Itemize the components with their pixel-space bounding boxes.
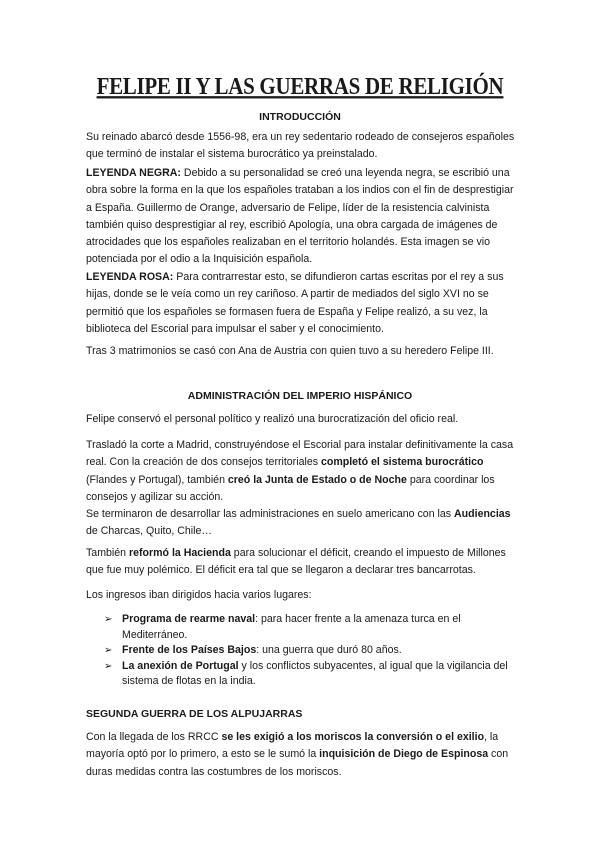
admin-p2-bold-d: creó la Junta de Estado o de Noche — [227, 473, 407, 486]
admin-p3-text-a: Se terminaron de desarrollar las administraciones en suelo americano con las — [86, 508, 455, 520]
arrow-bullet-icon: ➢ — [104, 660, 113, 672]
admin-paragraph-5: Los ingresos iban dirigidos hacia varios lugares: — [86, 589, 312, 601]
bullet-bold: Frente de los Países Bajos — [122, 644, 257, 656]
alp-bold-d: inquisición de Diego de Espinosa — [319, 748, 489, 761]
alp-text-e: con duras medidas contra las costumbres de los moriscos. — [86, 748, 509, 778]
document-title: FELIPE II Y LAS GUERRAS DE RELIGIÓN — [96, 72, 504, 100]
intro-paragraph-4: Tras 3 matrimonios se casó con Ana de Austria con quien tuvo a su heredero Felipe III. — [86, 345, 494, 357]
section-heading-alpujarras: SEGUNDA GUERRA DE LOS ALPUJARRAS — [86, 708, 303, 720]
intro-paragraph-leyenda-negra — [86, 165, 518, 269]
intro-paragraph-leyenda-rosa — [86, 269, 518, 338]
admin-p4-text-a: También — [86, 547, 129, 559]
admin-p2-text-c: (Flandes y Portugal), también — [86, 473, 228, 486]
bullet-text: : para hacer frente a la amenaza turca en el Mediterráneo. — [122, 613, 461, 641]
bullet-text: y los conflictos subyacentes, al igual que la vigilancia del sistema de flotas en la india. — [122, 659, 508, 687]
leyenda-negra-label: LEYENDA NEGRA: — [86, 167, 181, 179]
bullet-bold: La anexión de Portugal — [122, 659, 239, 672]
bullet-text: : una guerra que duró 80 años. — [256, 644, 402, 656]
ingresos-bullet-list — [104, 612, 524, 690]
admin-p4-bold-b: reformó la Hacienda — [129, 547, 231, 559]
alp-bold-b: se les exigió a los moriscos la conversión o el exilio — [221, 731, 485, 743]
arrow-bullet-icon: ➢ — [104, 645, 113, 656]
intro-paragraph-1: Su reinado abarcó desde 1556-98, era un rey sedentario rodeado de consejeros españoles que terminó de instalar el sistema burocrático ya preinstalado. — [86, 131, 515, 161]
admin-p3-text-c: de Charcas, Quito, Chile… — [86, 525, 213, 538]
admin-paragraph-4 — [86, 545, 518, 580]
admin-p3-bold-b: Audiencias — [454, 508, 511, 520]
admin-p2-bold-b: completó el sistema burocrático — [320, 456, 484, 469]
alp-text-c: , la mayoría optó por lo primero, a esto se le sumó la — [86, 731, 499, 761]
arrow-bullet-icon: ➢ — [104, 614, 113, 625]
list-item — [104, 659, 524, 690]
admin-paragraph-3 — [86, 506, 518, 541]
alpujarras-paragraph-1 — [86, 729, 518, 781]
admin-p2-text-e: para coordinar los consejos y agilizar su acción. — [86, 473, 495, 503]
admin-p2-text-a: Trasladó la corte a Madrid, construyéndose el Escorial para instalar definitivamente la casa real. Con la creación de dos consejos territoriales — [86, 439, 514, 469]
leyenda-rosa-label: LEYENDA ROSA: — [86, 271, 174, 283]
list-item — [104, 643, 524, 659]
leyenda-negra-text: Debido a su personalidad se creó una leyenda negra, se escribió una obra sobre la forma en la que los españoles trataban a los indios con el fin de desprestigiar a España. Guillermo de Orange, adversario de Felipe, líder de la resistencia calvinista también quiso desprestigiar al rey, escribió Apología, una obra cargada de imágenes de atrocidades que los españoles realizaban en el territorio holandés. Esta imagen se vio potenciada por el odio a la Inquisición española. — [86, 167, 514, 266]
admin-paragraph-1: Felipe conservó el personal político y realizó una burocratización del oficio real. — [86, 413, 459, 425]
admin-p4-text-c: para solucionar el déficit, creando el impuesto de Millones que fue muy polémico. El déficit era tal que se llegaron a declarar tres bancarrotas. — [86, 547, 506, 577]
bullet-bold: Programa de rearme naval — [122, 613, 256, 625]
section-heading-administracion: ADMINISTRACIÓN DEL IMPERIO HISPÁNICO — [187, 390, 413, 402]
section-heading-introduccion: INTRODUCCIÓN — [259, 111, 341, 123]
leyenda-rosa-text: Para contrarrestar esto, se difundieron cartas escritas por el rey a sus hijas, donde se le veía como un rey cariñoso. A partir de mediados del siglo XVI no se permitió que los españoles se formasen fuera de España y Felipe realizó, a su vez, la biblioteca del Escorial para impulsar el saber y el conocimiento. — [86, 271, 504, 335]
list-item — [104, 612, 524, 643]
alp-text-a: Con la llegada de los RRCC — [86, 731, 222, 743]
admin-paragraph-2 — [86, 437, 518, 506]
